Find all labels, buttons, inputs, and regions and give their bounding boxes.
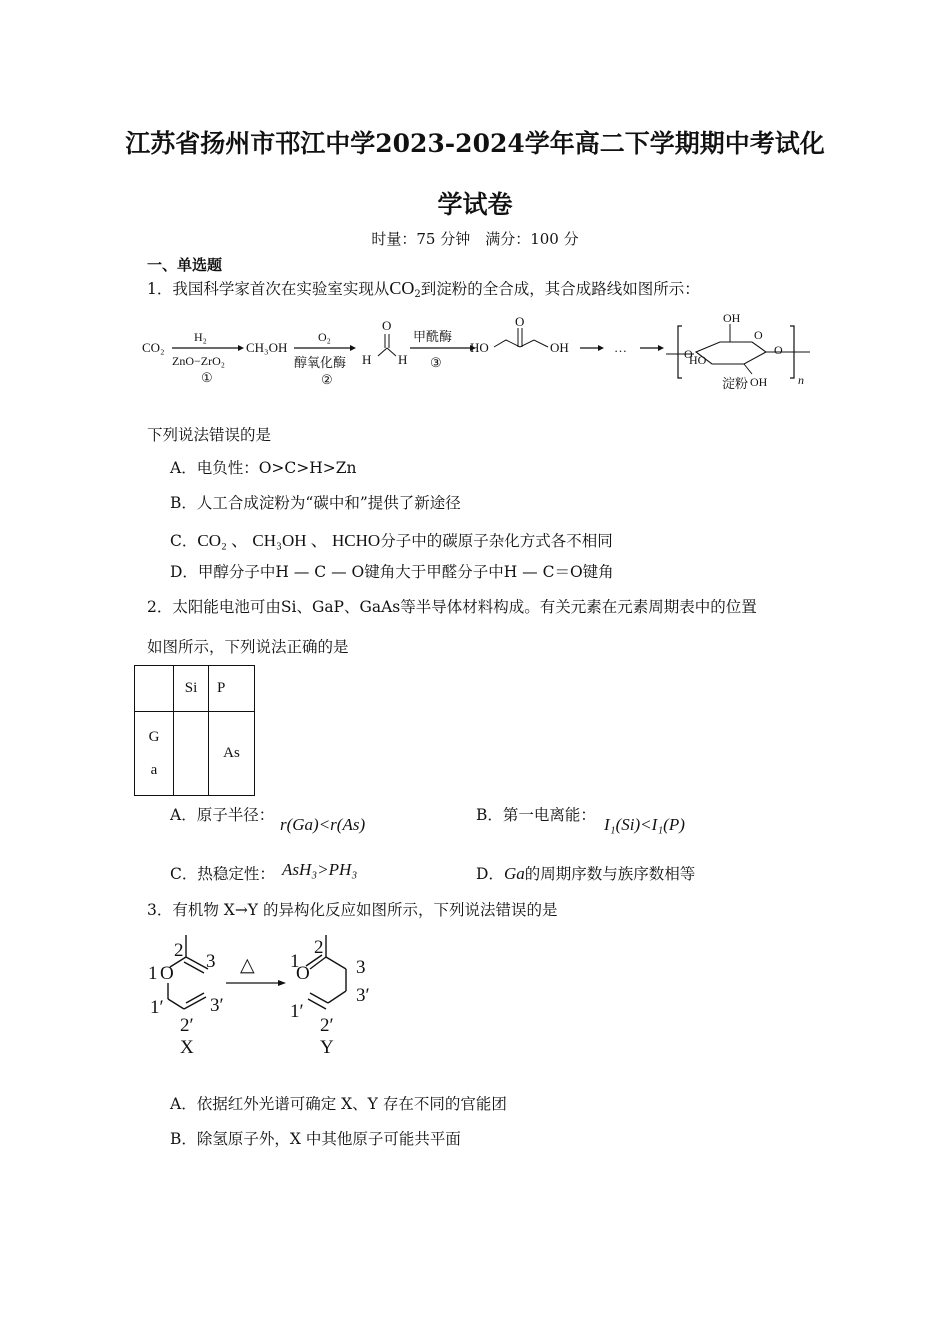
x-c2-c3-double: [184, 962, 204, 973]
x-c1p-c2p-bond: [168, 999, 184, 1009]
formaldehyde-ch-bond-1: [378, 348, 387, 356]
y-label-3: 3: [356, 957, 366, 978]
dha-o: O: [515, 314, 525, 329]
starch-oh-top: OH: [723, 312, 741, 325]
y-label-3p: 3′: [356, 985, 370, 1006]
starch-ring-o: O: [754, 328, 763, 342]
heat-delta: △: [240, 955, 255, 976]
scheme-ellipsis: …: [614, 340, 627, 355]
q2-option-d-ga: Ga: [503, 864, 525, 883]
q1-option-c-text: 分子中的碳原子杂化方式各不相同: [380, 532, 613, 550]
q3-option-a: A．依据红外光谱可确定 X、Y 存在不同的官能团: [170, 1095, 507, 1113]
dha-oh: OH: [550, 340, 569, 355]
q2-option-a-label: A．原子半径：: [170, 806, 275, 824]
q1-option-b: B．人工合成淀粉为“碳中和”提供了新途径: [170, 494, 461, 512]
x-compound-label: X: [180, 1037, 194, 1058]
q2-option-c-expr: AsH₃>PH₃: [282, 860, 358, 879]
q3-isomerization-scheme: [140, 925, 400, 1060]
y-label-2: 2: [314, 937, 324, 958]
starch-o-left: O: [684, 347, 693, 361]
starch-ho: HO: [689, 353, 707, 367]
scheme-r1-bottom: ZnO−ZrO₂: [172, 354, 225, 368]
starch-label: 淀粉: [722, 376, 749, 391]
dha-chain: [494, 340, 548, 347]
scheme-r2-top: O₂: [318, 330, 331, 344]
x-label-3: 3: [206, 951, 216, 972]
formaldehyde-ch-bond-2: [387, 348, 396, 356]
scheme-r3-num: ③: [430, 355, 442, 370]
x-c2-c3-bond: [186, 957, 208, 969]
q1-option-a: A．电负性：O>C>H>Zn: [170, 459, 357, 477]
scheme-co2: CO₂: [142, 340, 165, 355]
scheme-r3-top: 甲酰酶: [413, 329, 453, 344]
periodic-table-fragment: [134, 665, 255, 796]
scheme-r2-num: ②: [321, 372, 333, 387]
formaldehyde-o: O: [382, 318, 392, 333]
q2-option-b-label: B．第一电离能：: [476, 806, 596, 824]
dha-ho: HO: [470, 340, 489, 355]
q2-option-d-text: 的周期序数与族序数相等: [524, 865, 696, 883]
y-o-atom: O: [296, 963, 310, 984]
q2-option-a-expr: r(Ga)<r(As): [280, 815, 366, 834]
q2-stem-line2: 如图所示，下列说法正确的是: [147, 638, 349, 656]
y-label-1: 1: [290, 951, 300, 972]
pt-cell-ga-2: a: [150, 761, 158, 778]
starch-n: n: [798, 373, 804, 387]
formaldehyde-h-right: H: [398, 352, 408, 367]
x-o-atom: O: [160, 963, 174, 984]
x-label-3p: 3′: [210, 995, 224, 1016]
arrow-4-head: [598, 345, 604, 351]
exam-meta: 时量：75 分钟 满分：100 分: [371, 230, 579, 248]
q1-synthesis-scheme: [140, 312, 820, 404]
starch-oh-bottom: OH: [750, 375, 768, 389]
starch-o-right: O: [774, 343, 783, 357]
page-title-line1: 江苏省扬州市邗江中学2023-2024学年高二下学期期中考试化: [125, 129, 825, 158]
y-label-1p: 1′: [290, 1001, 304, 1022]
pt-cell-si: Si: [174, 666, 209, 712]
q3-stem: 3．有机物 X→Y 的异构化反应如图所示，下列说法错误的是: [147, 901, 558, 919]
scheme-r1-top: H₂: [194, 330, 207, 344]
q1-stem-after: 到淀粉的全合成，其合成路线如图所示：: [420, 280, 700, 298]
pt-cell-ga-1: G: [148, 728, 160, 745]
pt-cell-ga: [135, 712, 174, 796]
x-label-1p: 1′: [150, 997, 164, 1018]
x-c2p-c3p-double: [186, 993, 204, 1003]
q1-option-d: D．甲醇分子中H — C — O键角大于甲醛分子中H — C＝O键角: [170, 563, 614, 581]
q1-option-c-formulas: CO₂ 、 CH₃OH 、 HCHO: [197, 531, 381, 550]
scheme-r1-num: ①: [201, 370, 213, 385]
q3-option-b: B．除氢原子外，X 中其他原子可能共平面: [170, 1130, 461, 1148]
section-heading: 一、单选题: [147, 256, 223, 274]
y-c3p-c2p-bond: [328, 991, 346, 1003]
y-compound-label: Y: [320, 1037, 334, 1058]
q2-option-d: [476, 862, 695, 884]
formaldehyde-h-left: H: [362, 352, 372, 367]
pt-cell-as: As: [209, 712, 255, 796]
x-label-2: 2: [174, 940, 184, 961]
y-c2-o-bond-1: [310, 957, 326, 969]
pt-cell-empty-2: [174, 712, 209, 796]
q1-stem-co2: CO: [389, 278, 415, 298]
starch-bracket-left: [678, 326, 682, 378]
arrow-2-head: [350, 345, 356, 351]
q1-stem-before: 1．我国科学家首次在实验室实现从: [147, 280, 390, 298]
q1-option-c: [170, 526, 613, 551]
scheme-ch3oh: CH₃OH: [246, 340, 288, 355]
q1-option-c-label: C．: [170, 532, 198, 550]
q2-option-b-expr: I₁(Si)<I₁(P): [604, 815, 685, 834]
reaction-arrow-head: [278, 980, 286, 986]
q2-stem-line1: 2．太阳能电池可由Si、GaP、GaAs等半导体材料构成。有关元素在元素周期表中的位置: [147, 598, 757, 616]
starch-ring: [696, 342, 766, 364]
q2-option-d-label: D．: [476, 865, 504, 883]
pt-cell-empty: [135, 666, 174, 712]
y-label-2p: 2′: [320, 1015, 334, 1036]
x-label-2p: 2′: [180, 1015, 194, 1036]
pt-cell-p: P: [209, 666, 255, 712]
scheme-r2-bottom: 醇氧化酶: [294, 355, 347, 370]
q1-stem: [147, 277, 700, 300]
y-c2-c3-bond: [326, 957, 346, 969]
x-label-1: 1: [148, 963, 158, 984]
q1-prompt: 下列说法错误的是: [147, 426, 272, 444]
arrow-1-head: [238, 345, 244, 351]
q2-option-c-label: C．热稳定性：: [170, 865, 275, 883]
starch-oh-bond: [744, 364, 752, 374]
arrow-5-head: [658, 345, 664, 351]
q1-stem-sub: 2: [414, 289, 421, 300]
page-title-line2: 学试卷: [437, 190, 513, 219]
